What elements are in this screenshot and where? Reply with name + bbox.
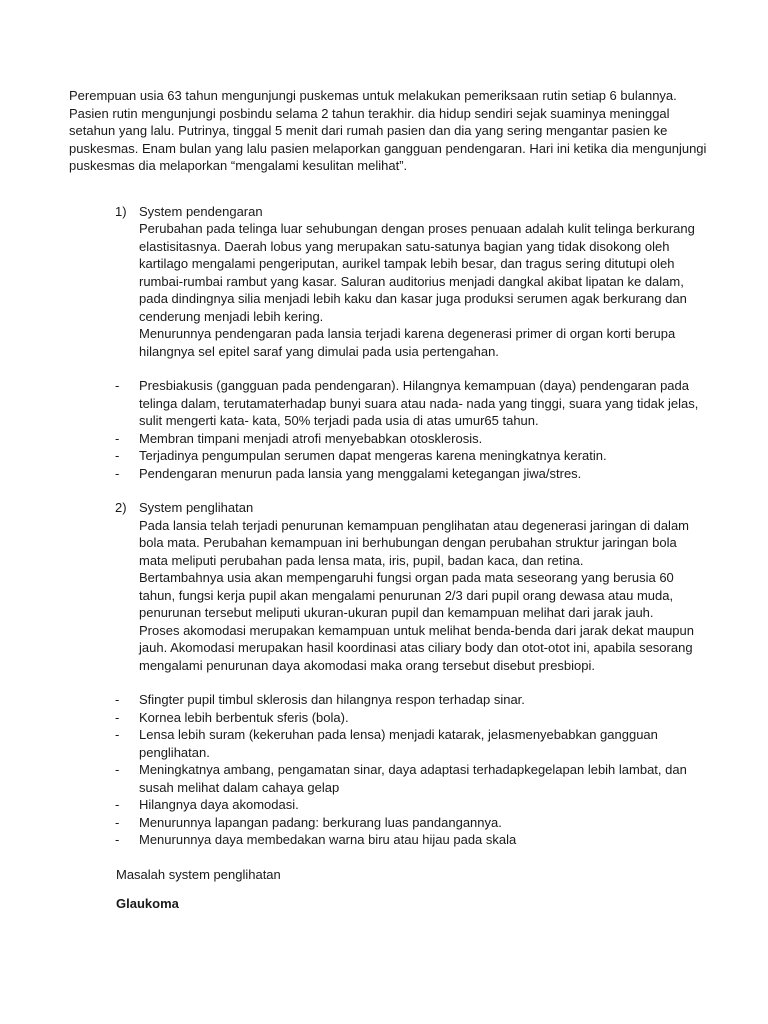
section-number: 1) <box>115 203 127 219</box>
list-item <box>69 465 699 483</box>
dash-marker: - <box>115 832 120 847</box>
dash-marker: - <box>115 814 120 830</box>
dash-marker: - <box>115 727 120 742</box>
section-paragraph: Perubahan pada telinga luar sehubungan dengan proses penuaan adalah kulit telinga berkurang elastisitasnya. Daerah lobus yang merupakan satu-satunya bagian yang tidak disokong oleh kartilago mengalami pengeriputan, aurikel tampak lebih besar, dan tragus sering ditutupi oleh rumbai-rumbai rambut yang kasar. Saluran auditorius menjadi dangkal akibat lipatan ke dalam, pada dindingnya silia menjadi lebih kaku dan kasar juga produksi serumen agak berkurang dan cenderung menjadi lebih kering. <box>139 221 695 324</box>
vision-bullet-list <box>69 691 708 849</box>
list-item-text: Membran timpani menjadi atrofi menyebabkan otosklerosis. <box>139 430 483 446</box>
list-item <box>69 796 699 814</box>
section-paragraph: Proses akomodasi merupakan kemampuan untuk melihat benda-benda dari jarak dekat maupun jauh. Akomodasi merupakan hasil koordinasi atas ciliary body dan otot-otot ini, apabila sesorang mengalami penurunan daya akomodasi maka orang tersebut disebut presbiopi. <box>139 622 694 673</box>
list-item <box>69 726 699 761</box>
hearing-bullet-list <box>69 377 708 482</box>
section-paragraph: Menurunnya pendengaran pada lansia terjadi karena degenerasi primer di organ korti berupa hilangnya sel epitel saraf yang dimulai pada usia pertengahan. <box>139 326 676 359</box>
list-item <box>69 831 699 849</box>
list-item-text: Presbiakusis (gangguan pada pendengaran). Hilangnya kemampuan (daya) pendengaran pada telinga dalam, terutamaterhadap bunyi suara atau nada- nada yang tinggi, suara yang tidak jelas, sulit mengerti kata- kata, 50% terjadi pada usia di atas umur65 tahun. <box>139 378 699 428</box>
list-item-text: Menurunnya daya membedakan warna biru atau hijau pada skala <box>139 832 517 847</box>
list-item <box>69 377 699 430</box>
dash-marker: - <box>115 430 120 446</box>
section-title: System pendengaran <box>139 203 263 219</box>
dash-marker: - <box>115 378 120 393</box>
dash-marker: - <box>115 762 120 777</box>
list-item-text: Hilangnya daya akomodasi. <box>139 797 299 812</box>
list-item <box>69 761 699 796</box>
list-item-text: Terjadinya pengumpulan serumen dapat mengeras karena meningkatnya keratin. <box>139 448 607 463</box>
section-paragraph: Pada lansia telah terjadi penurunan kemampuan penglihatan atau degenerasi jaringan di dalam bola mata. Perubahan kemampuan ini berhubungan dengan perubahan struktur jaringan bola mata meliputi perubahan pada lensa mata, iris, pupil, badan kaca, dan retina. <box>139 517 689 568</box>
list-item <box>69 430 699 448</box>
dash-marker: - <box>115 448 120 463</box>
list-item <box>69 691 699 709</box>
list-item-text: Sfingter pupil timbul sklerosis dan hilangnya respon terhadap sinar. <box>139 692 525 707</box>
section-paragraph: Bertambahnya usia akan mempengaruhi fungsi organ pada mata seseorang yang berusia 60 tahun, fungsi kerja pupil akan mengalami penurunan 2/3 dari pupil orang dewasa atau muda, penurunan tersebut meliputi ukuran-ukuran pupil dan kemampuan melihat dari jarak jauh. <box>139 570 674 620</box>
dash-marker: - <box>115 709 120 725</box>
section-title: System penglihatan <box>139 500 254 515</box>
list-item-text: Kornea lebih berbentuk sferis (bola). <box>139 709 349 725</box>
section-vision <box>69 499 709 674</box>
list-item <box>69 709 699 727</box>
list-item-text: Lensa lebih suram (kekeruhan pada lensa) menjadi katarak, jelasmenyebabkan gangguan penglihatan. <box>139 727 658 760</box>
intro-paragraph: Perempuan usia 63 tahun mengunjungi puskemas untuk melakukan pemeriksaan rutin setiap 6 bulannya. Pasien rutin mengunjungi posbindu selama 2 tahun terakhir. dia hidup sendiri sejak suaminya meninggal setahun yang lalu. Putrinya, tinggal 5 menit dari rumah pasien dan dia yang sering mengantar pasien ke puskesmas. Enam bulan yang lalu pasien melaporkan gangguan pendengaran. Hari ini ketika dia mengunjungi puskesmas dia melaporkan “mengalami kesulitan melihat”. <box>69 88 707 173</box>
dash-marker: - <box>115 465 120 481</box>
subsection-label: Masalah system penglihatan <box>116 866 281 882</box>
list-item <box>69 447 699 465</box>
list-item <box>69 814 699 832</box>
list-item-text: Pendengaran menurun pada lansia yang menggalami ketegangan jiwa/stres. <box>139 465 582 481</box>
subsection-heading: Glaukoma <box>116 896 179 911</box>
list-item-text: Meningkatnya ambang, pengamatan sinar, daya adaptasi terhadapkegelapan lebih lambat, dan susah melihat dalam cahaya gelap <box>139 762 687 795</box>
list-item-text: Menurunnya lapangan padang: berkurang luas pandangannya. <box>139 814 502 830</box>
dash-marker: - <box>115 797 120 812</box>
dash-marker: - <box>115 692 120 707</box>
section-hearing <box>69 203 709 361</box>
section-number: 2) <box>115 500 127 515</box>
